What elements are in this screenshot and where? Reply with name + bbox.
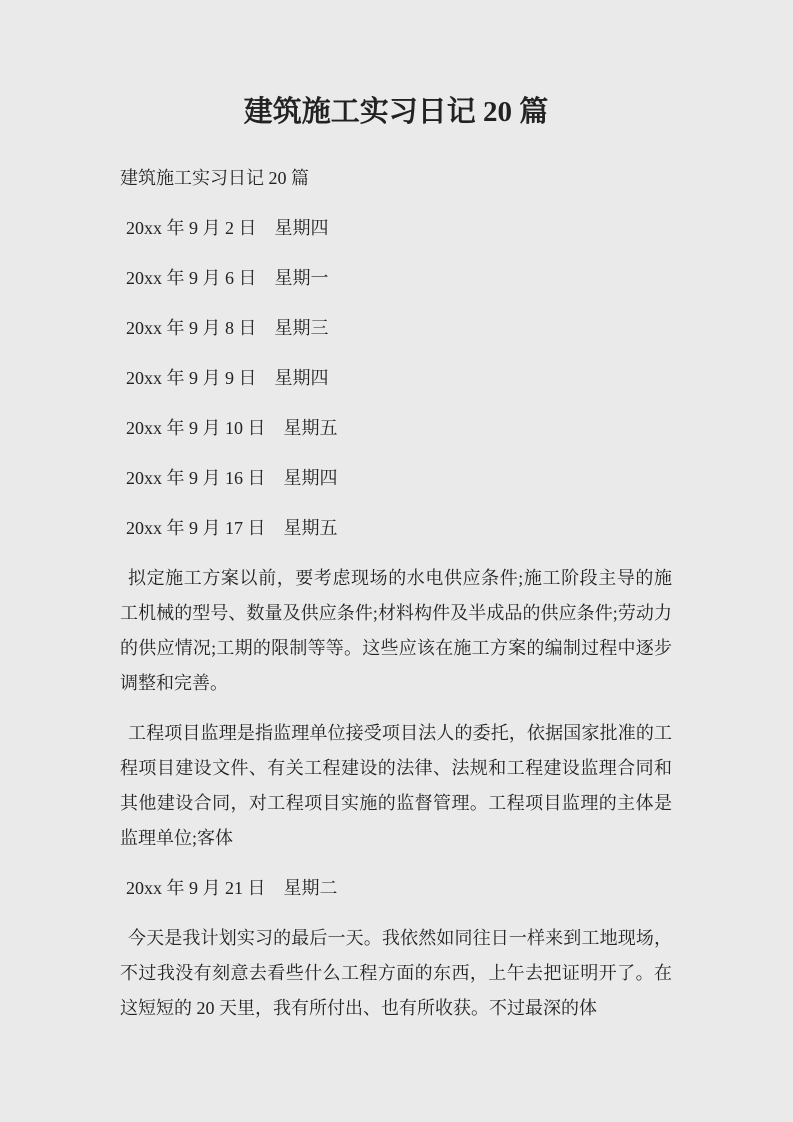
diary-date-line: 20xx 年 9 月 2 日 星期四 [126,218,329,238]
body-paragraph: 工程项目监理是指监理单位接受项目法人的委托，依据国家批准的工程项目建设文件、有关工程建设的法律、法规和工程建设监理合同和其他建设合同，对工程项目实施的监督管理。工程项目监理的主体是监理单位;客体 [120,723,672,848]
diary-date-line: 20xx 年 9 月 10 日 星期五 [126,418,338,438]
diary-date-line: 20xx 年 9 月 21 日 星期二 [126,878,338,898]
diary-date-line: 20xx 年 9 月 17 日 星期五 [126,518,338,538]
diary-date-line: 20xx 年 9 月 6 日 星期一 [126,268,329,288]
document-subtitle: 建筑施工实习日记 20 篇 [120,168,309,188]
diary-date-line: 20xx 年 9 月 9 日 星期四 [126,368,329,388]
diary-date-line: 20xx 年 9 月 8 日 星期三 [126,318,329,338]
body-paragraph: 拟定施工方案以前，要考虑现场的水电供应条件;施工阶段主导的施工机械的型号、数量及供应条件;材料构件及半成品的供应条件;劳动力的供应情况;工期的限制等等。这些应该在施工方案的编制过程中逐步调整和完善。 [120,568,672,693]
body-paragraph: 今天是我计划实习的最后一天。我依然如同往日一样来到工地现场，不过我没有刻意去看些什么工程方面的东西，上午去把证明开了。在这短短的 20 天里，我有所付出、也有所收获。不过最深的体 [120,928,672,1018]
diary-date-line: 20xx 年 9 月 16 日 星期四 [126,468,338,488]
document-title: 建筑施工实习日记 20 篇 [243,96,549,128]
